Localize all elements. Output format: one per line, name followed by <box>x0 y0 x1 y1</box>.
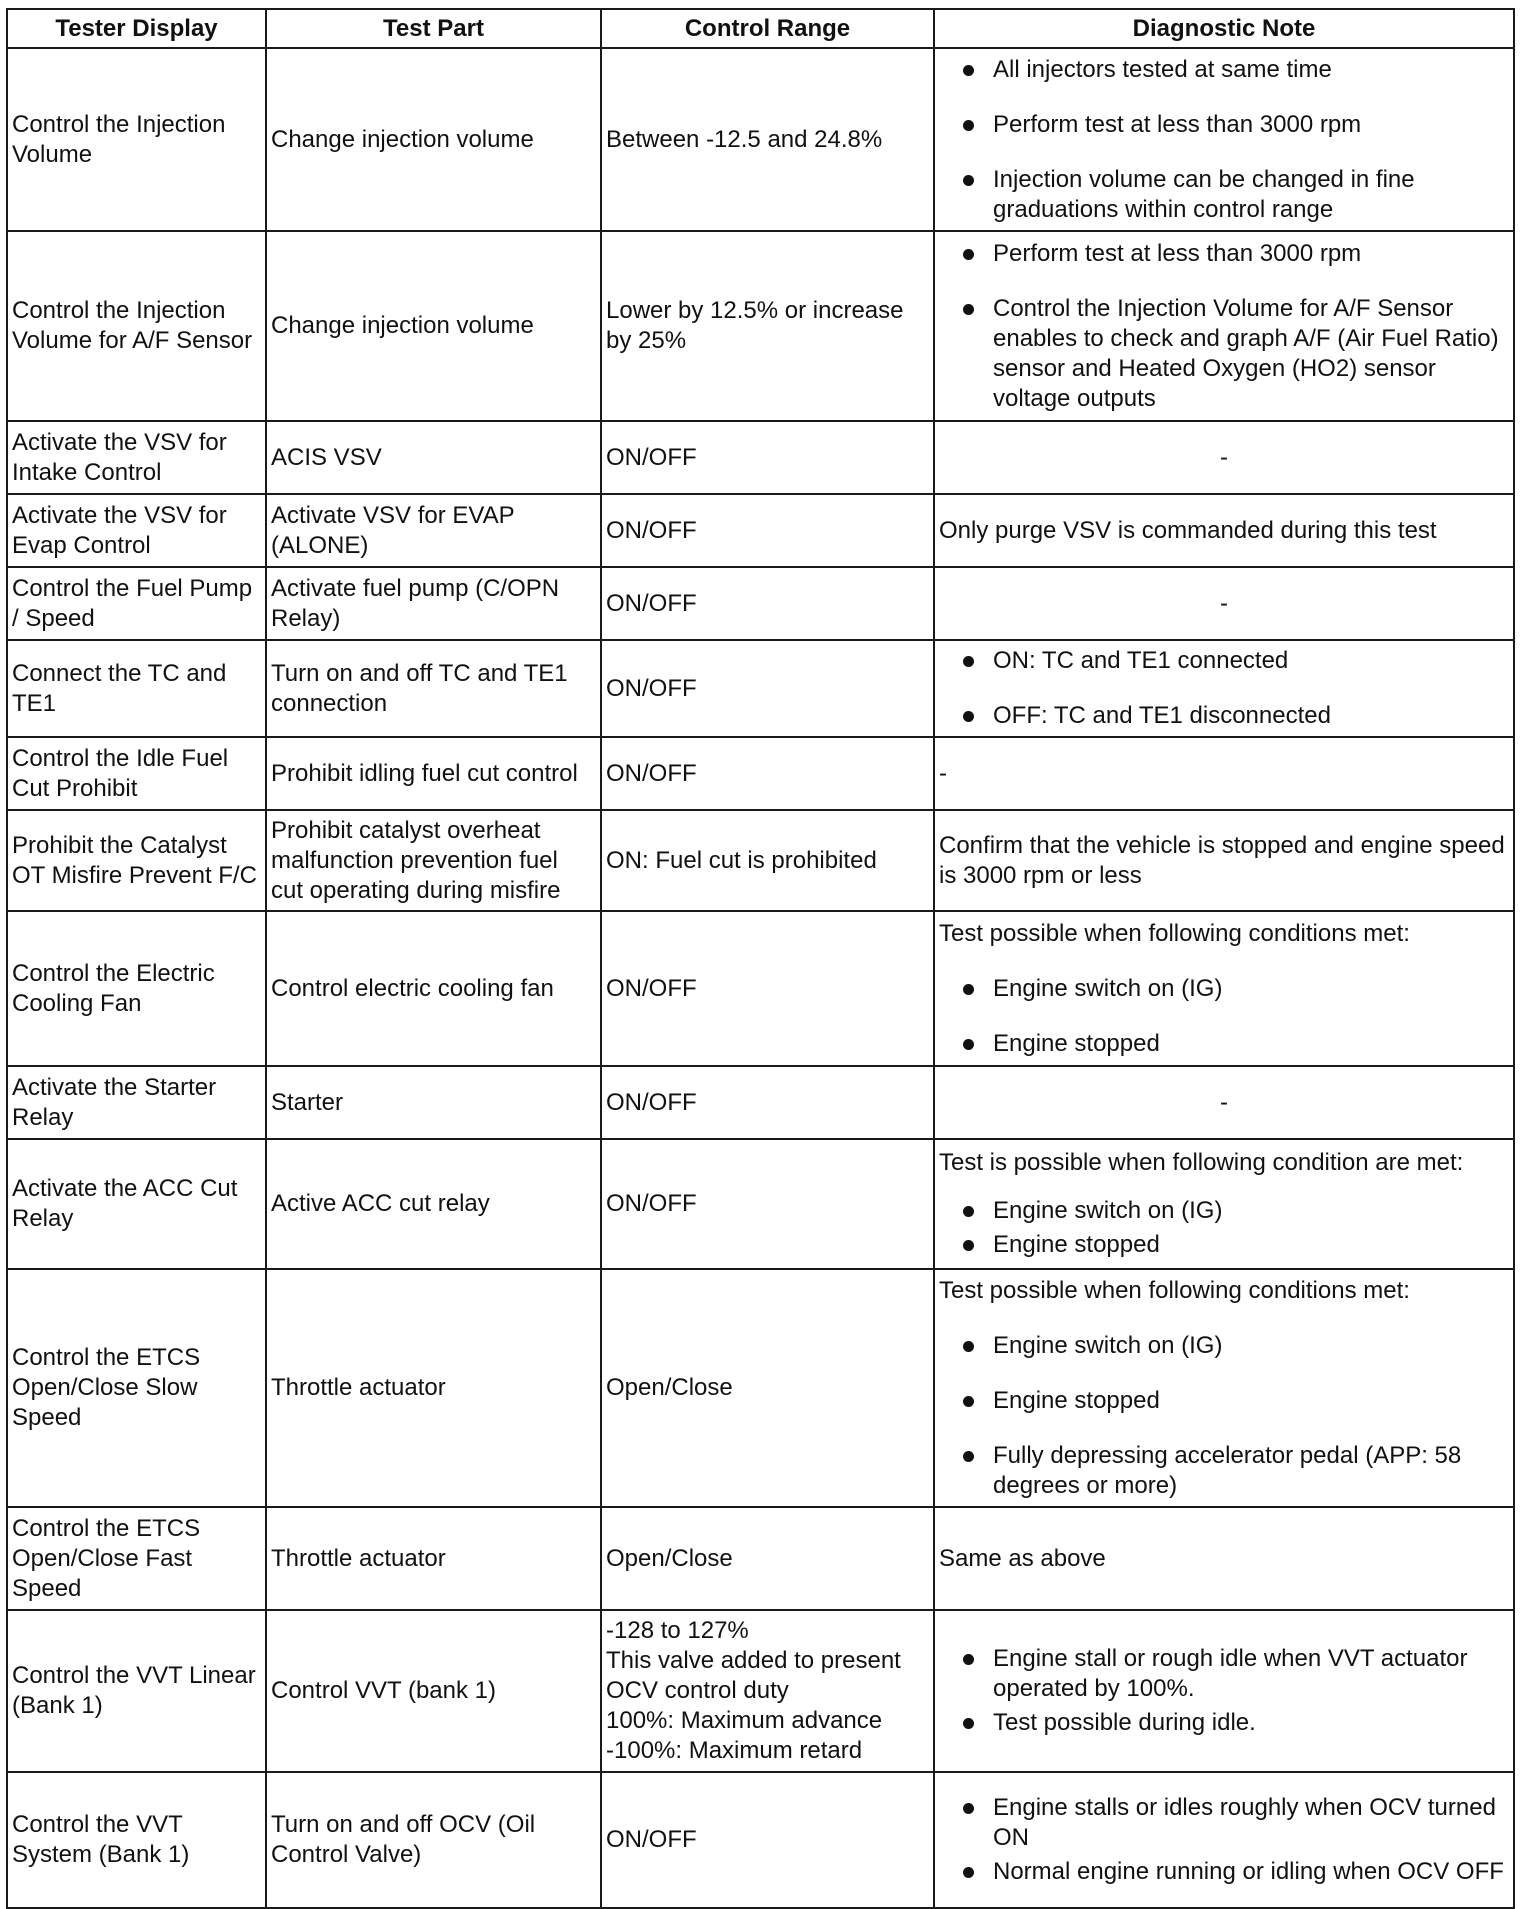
note-bullet: Perform test at less than 3000 rpm <box>939 239 1505 269</box>
table-row <box>7 421 1514 494</box>
note-list <box>939 1331 1505 1501</box>
tester-display-cell: Prohibit the Catalyst OT Misfire Prevent F/C <box>7 810 266 911</box>
control-range-cell: ON/OFF <box>601 494 934 567</box>
diagnostic-note-cell: Confirm that the vehicle is stopped and engine speed is 3000 rpm or less <box>934 810 1514 911</box>
control-range-cell: ON/OFF <box>601 1139 934 1269</box>
table-row <box>7 810 1514 911</box>
control-range-cell: Open/Close <box>601 1507 934 1610</box>
note-list <box>939 1644 1505 1738</box>
control-range-cell: ON: Fuel cut is prohibited <box>601 810 934 911</box>
table-row <box>7 911 1514 1066</box>
tester-display-cell: Control the Injection Volume for A/F Sensor <box>7 231 266 421</box>
diagnostic-note-cell <box>934 48 1514 231</box>
note-prefix: Test possible when following conditions met: <box>939 1276 1410 1304</box>
test-part-cell: Prohibit catalyst overheat malfunction prevention fuel cut operating during misfire <box>266 810 601 911</box>
note-bullet: Normal engine running or idling when OCV OFF <box>939 1857 1505 1887</box>
diagnostic-note-cell <box>934 1772 1514 1908</box>
note-list <box>939 1196 1505 1260</box>
test-part-cell: Turn on and off OCV (Oil Control Valve) <box>266 1772 601 1908</box>
note-bullet: Engine stalls or idles roughly when OCV turned ON <box>939 1793 1505 1853</box>
test-part-cell: Control electric cooling fan <box>266 911 601 1066</box>
diagnostic-note-cell <box>934 640 1514 737</box>
diagnostic-note-cell <box>934 1139 1514 1269</box>
header-tester-display: Tester Display <box>7 9 266 48</box>
tester-display-cell: Activate the ACC Cut Relay <box>7 1139 266 1269</box>
note-bullet: Injection volume can be changed in fine graduations within control range <box>939 165 1505 225</box>
control-range-line: -128 to 127% <box>606 1617 749 1644</box>
control-range-cell: Between -12.5 and 24.8% <box>601 48 934 231</box>
tester-display-cell: Activate the VSV for Intake Control <box>7 421 266 494</box>
control-range-cell: Open/Close <box>601 1269 934 1507</box>
test-part-cell: Prohibit idling fuel cut control <box>266 737 601 810</box>
note-prefix: Test is possible when following condition are met: <box>939 1149 1464 1176</box>
control-range-cell: ON/OFF <box>601 640 934 737</box>
table-row <box>7 1139 1514 1269</box>
note-list <box>939 55 1505 225</box>
note-list <box>939 974 1505 1059</box>
header-test-part: Test Part <box>266 9 601 48</box>
table-row <box>7 567 1514 640</box>
header-diagnostic-note: Diagnostic Note <box>934 9 1514 48</box>
tester-display-cell: Control the ETCS Open/Close Fast Speed <box>7 1507 266 1610</box>
tester-display-cell: Control the VVT Linear (Bank 1) <box>7 1610 266 1772</box>
diagnostic-note-cell: - <box>934 1066 1514 1139</box>
diagnostic-note-cell <box>934 911 1514 1066</box>
test-part-cell: Control VVT (bank 1) <box>266 1610 601 1772</box>
note-bullet: Fully depressing accelerator pedal (APP: 58 degrees or more) <box>939 1441 1505 1501</box>
table-row <box>7 1269 1514 1507</box>
control-range-cell: ON/OFF <box>601 1772 934 1908</box>
diagnostic-note-cell: Same as above <box>934 1507 1514 1610</box>
test-part-cell: Throttle actuator <box>266 1507 601 1610</box>
test-part-cell: ACIS VSV <box>266 421 601 494</box>
diagnostic-note-cell <box>934 231 1514 421</box>
test-part-cell: Turn on and off TC and TE1 connection <box>266 640 601 737</box>
diagnostic-table-container <box>6 8 1513 1909</box>
tester-display-cell: Control the VVT System (Bank 1) <box>7 1772 266 1908</box>
diagnostic-note-cell: - <box>934 421 1514 494</box>
control-range-cell: ON/OFF <box>601 1066 934 1139</box>
tester-display-cell: Activate the VSV for Evap Control <box>7 494 266 567</box>
note-list <box>939 1793 1505 1887</box>
note-list <box>939 646 1505 731</box>
note-bullet: Engine stopped <box>939 1029 1505 1059</box>
note-bullet: Control the Injection Volume for A/F Sensor enables to check and graph A/F (Air Fuel Ratio) sensor and Heated Oxygen (HO2) sensor voltage outputs <box>939 294 1505 414</box>
control-range-line: -100%: Maximum retard <box>606 1737 863 1764</box>
note-bullet: ON: TC and TE1 connected <box>939 646 1505 676</box>
note-bullet: Engine stall or rough idle when VVT actuator operated by 100%. <box>939 1644 1505 1704</box>
table-row <box>7 48 1514 231</box>
note-bullet: Engine switch on (IG) <box>939 974 1505 1004</box>
diagnostic-note-cell <box>934 1610 1514 1772</box>
note-bullet: Perform test at less than 3000 rpm <box>939 110 1505 140</box>
tester-display-cell: Control the Idle Fuel Cut Prohibit <box>7 737 266 810</box>
active-test-table <box>6 8 1515 1909</box>
note-bullet: All injectors tested at same time <box>939 55 1505 85</box>
tester-display-cell: Connect the TC and TE1 <box>7 640 266 737</box>
tester-display-cell: Control the Electric Cooling Fan <box>7 911 266 1066</box>
tester-display-cell: Control the Injection Volume <box>7 48 266 231</box>
control-range-cell <box>601 1610 934 1772</box>
diagnostic-note-cell: Only purge VSV is commanded during this test <box>934 494 1514 567</box>
table-row <box>7 1507 1514 1610</box>
table-row <box>7 640 1514 737</box>
header-row <box>7 9 1514 48</box>
note-prefix: Test possible when following conditions met: <box>939 919 1410 947</box>
tester-display-cell: Activate the Starter Relay <box>7 1066 266 1139</box>
table-row <box>7 1066 1514 1139</box>
note-bullet: Engine stopped <box>939 1230 1505 1260</box>
test-part-cell: Active ACC cut relay <box>266 1139 601 1269</box>
test-part-cell: Starter <box>266 1066 601 1139</box>
table-row <box>7 494 1514 567</box>
test-part-cell: Throttle actuator <box>266 1269 601 1507</box>
note-list <box>939 239 1505 414</box>
diagnostic-note-cell: - <box>934 567 1514 640</box>
test-part-cell: Change injection volume <box>266 48 601 231</box>
table-row <box>7 231 1514 421</box>
note-bullet: Engine stopped <box>939 1386 1505 1416</box>
note-bullet: Test possible during idle. <box>939 1708 1505 1738</box>
control-range-line: OCV control duty <box>606 1677 789 1704</box>
test-part-cell: Activate fuel pump (C/OPN Relay) <box>266 567 601 640</box>
table-row <box>7 1772 1514 1908</box>
tester-display-cell: Control the ETCS Open/Close Slow Speed <box>7 1269 266 1507</box>
control-range-cell: ON/OFF <box>601 421 934 494</box>
header-control-range: Control Range <box>601 9 934 48</box>
test-part-cell: Activate VSV for EVAP (ALONE) <box>266 494 601 567</box>
control-range-cell: ON/OFF <box>601 737 934 810</box>
note-bullet: Engine switch on (IG) <box>939 1196 1505 1226</box>
control-range-cell: Lower by 12.5% or increase by 25% <box>601 231 934 421</box>
control-range-line: This valve added to present <box>606 1647 901 1674</box>
table-row <box>7 1610 1514 1772</box>
control-range-line: 100%: Maximum advance <box>606 1707 883 1734</box>
diagnostic-note-cell <box>934 1269 1514 1507</box>
tester-display-cell: Control the Fuel Pump / Speed <box>7 567 266 640</box>
control-range-cell: ON/OFF <box>601 567 934 640</box>
note-bullet: OFF: TC and TE1 disconnected <box>939 701 1505 731</box>
note-bullet: Engine switch on (IG) <box>939 1331 1505 1361</box>
test-part-cell: Change injection volume <box>266 231 601 421</box>
table-row <box>7 737 1514 810</box>
control-range-cell: ON/OFF <box>601 911 934 1066</box>
diagnostic-note-cell: - <box>934 737 1514 810</box>
